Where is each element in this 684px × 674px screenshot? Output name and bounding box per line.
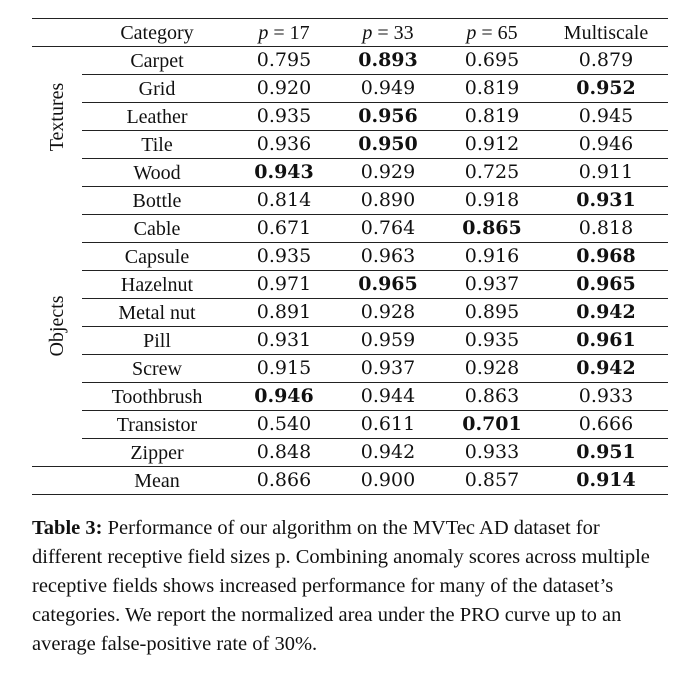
value-cell: 0.863 — [440, 383, 544, 411]
category-cell: Grid — [82, 75, 232, 103]
category-cell: Pill — [82, 327, 232, 355]
value-cell: 0.911 — [544, 159, 668, 187]
value-cell: 0.949 — [336, 75, 440, 103]
value-cell: 0.764 — [336, 215, 440, 243]
table-row — [32, 355, 668, 383]
value-cell: 0.819 — [440, 75, 544, 103]
value-cell: 0.965 — [336, 271, 440, 299]
value-cell: 0.935 — [232, 243, 336, 271]
mean-spacer — [32, 467, 82, 495]
category-cell: Carpet — [82, 47, 232, 75]
value-cell: 0.971 — [232, 271, 336, 299]
value-cell: 0.915 — [232, 355, 336, 383]
value-cell: 0.935 — [440, 327, 544, 355]
value-cell: 0.671 — [232, 215, 336, 243]
value-cell: 0.879 — [544, 47, 668, 75]
p-value: 65 — [497, 21, 518, 44]
table-caption — [32, 514, 672, 659]
header-row — [32, 19, 668, 47]
table-row — [32, 411, 668, 439]
category-cell: Screw — [82, 355, 232, 383]
value-cell: 0.890 — [336, 187, 440, 215]
category-cell: Transistor — [82, 411, 232, 439]
header-multiscale: Multiscale — [544, 19, 668, 47]
category-cell: Bottle — [82, 187, 232, 215]
value-cell: 0.959 — [336, 327, 440, 355]
category-cell: Zipper — [82, 439, 232, 467]
value-cell: 0.933 — [544, 383, 668, 411]
value-cell: 0.929 — [336, 159, 440, 187]
p-symbol: p — [362, 21, 373, 44]
value-cell: 0.942 — [336, 439, 440, 467]
caption-text: Performance of our algorithm on the MVTec AD dataset for different receptive field sizes p. Combining anomaly scores across multiple receptive fields shows increased performance for many of the dataset’s categories. We report the normalized area under the PRO curve up to an average false-positive rate of 30%. — [32, 517, 650, 655]
value-cell: 0.920 — [232, 75, 336, 103]
value-cell: 0.918 — [440, 187, 544, 215]
table-row — [32, 243, 668, 271]
value-cell: 0.857 — [440, 467, 544, 495]
table-row — [32, 383, 668, 411]
value-cell: 0.936 — [232, 131, 336, 159]
p-value: 33 — [393, 21, 414, 44]
value-cell: 0.952 — [544, 75, 668, 103]
value-cell: 0.931 — [544, 187, 668, 215]
value-cell: 0.942 — [544, 355, 668, 383]
value-cell: 0.611 — [336, 411, 440, 439]
value-cell: 0.912 — [440, 131, 544, 159]
value-cell: 0.935 — [232, 103, 336, 131]
value-cell: 0.914 — [544, 467, 668, 495]
value-cell: 0.819 — [440, 103, 544, 131]
value-cell: 0.946 — [232, 383, 336, 411]
table-row — [32, 327, 668, 355]
table-row — [32, 159, 668, 187]
p-symbol: p — [258, 21, 269, 44]
value-cell: 0.961 — [544, 327, 668, 355]
value-cell: 0.963 — [336, 243, 440, 271]
table-row — [32, 439, 668, 467]
category-cell: Hazelnut — [82, 271, 232, 299]
value-cell: 0.928 — [336, 299, 440, 327]
value-cell: 0.818 — [544, 215, 668, 243]
table-row — [32, 131, 668, 159]
value-cell: 0.942 — [544, 299, 668, 327]
table-row — [32, 271, 668, 299]
value-cell: 0.937 — [336, 355, 440, 383]
caption-label: Table 3: — [32, 517, 103, 539]
value-cell: 0.895 — [440, 299, 544, 327]
group-label-cell — [32, 187, 82, 467]
group-label-cell — [32, 47, 82, 187]
value-cell: 0.725 — [440, 159, 544, 187]
table-row — [32, 215, 668, 243]
value-cell: 0.956 — [336, 103, 440, 131]
value-cell: 0.965 — [544, 271, 668, 299]
header-p-17: p = 17 — [232, 19, 336, 47]
header-group-spacer — [32, 19, 82, 47]
value-cell: 0.866 — [232, 467, 336, 495]
header-category: Category — [82, 19, 232, 47]
value-cell: 0.814 — [232, 187, 336, 215]
value-cell: 0.891 — [232, 299, 336, 327]
category-cell: Toothbrush — [82, 383, 232, 411]
group-label: Textures — [46, 82, 68, 152]
value-cell: 0.951 — [544, 439, 668, 467]
category-cell: Mean — [82, 467, 232, 495]
value-cell: 0.893 — [336, 47, 440, 75]
value-cell: 0.937 — [440, 271, 544, 299]
table-row — [32, 75, 668, 103]
value-cell: 0.666 — [544, 411, 668, 439]
table-row — [32, 299, 668, 327]
header-p-65: p = 65 — [440, 19, 544, 47]
value-cell: 0.795 — [232, 47, 336, 75]
value-cell: 0.900 — [336, 467, 440, 495]
table-row — [32, 187, 668, 215]
group-label: Objects — [46, 295, 68, 357]
value-cell: 0.865 — [440, 215, 544, 243]
value-cell: 0.945 — [544, 103, 668, 131]
value-cell: 0.931 — [232, 327, 336, 355]
value-cell: 0.916 — [440, 243, 544, 271]
p-value: 17 — [289, 21, 310, 44]
value-cell: 0.943 — [232, 159, 336, 187]
value-cell: 0.950 — [336, 131, 440, 159]
value-cell: 0.695 — [440, 47, 544, 75]
mean-row — [32, 467, 668, 495]
category-cell: Leather — [82, 103, 232, 131]
value-cell: 0.540 — [232, 411, 336, 439]
value-cell: 0.701 — [440, 411, 544, 439]
p-symbol: p — [466, 21, 477, 44]
category-cell: Cable — [82, 215, 232, 243]
category-cell: Capsule — [82, 243, 232, 271]
value-cell: 0.928 — [440, 355, 544, 383]
value-cell: 0.968 — [544, 243, 668, 271]
value-cell: 0.944 — [336, 383, 440, 411]
category-cell: Tile — [82, 131, 232, 159]
category-cell: Wood — [82, 159, 232, 187]
value-cell: 0.848 — [232, 439, 336, 467]
table-row — [32, 47, 668, 75]
table-body — [32, 47, 668, 495]
table-header — [32, 19, 668, 47]
table-row — [32, 103, 668, 131]
value-cell: 0.946 — [544, 131, 668, 159]
results-table — [32, 18, 668, 495]
header-p-33: p = 33 — [336, 19, 440, 47]
value-cell: 0.933 — [440, 439, 544, 467]
category-cell: Metal nut — [82, 299, 232, 327]
